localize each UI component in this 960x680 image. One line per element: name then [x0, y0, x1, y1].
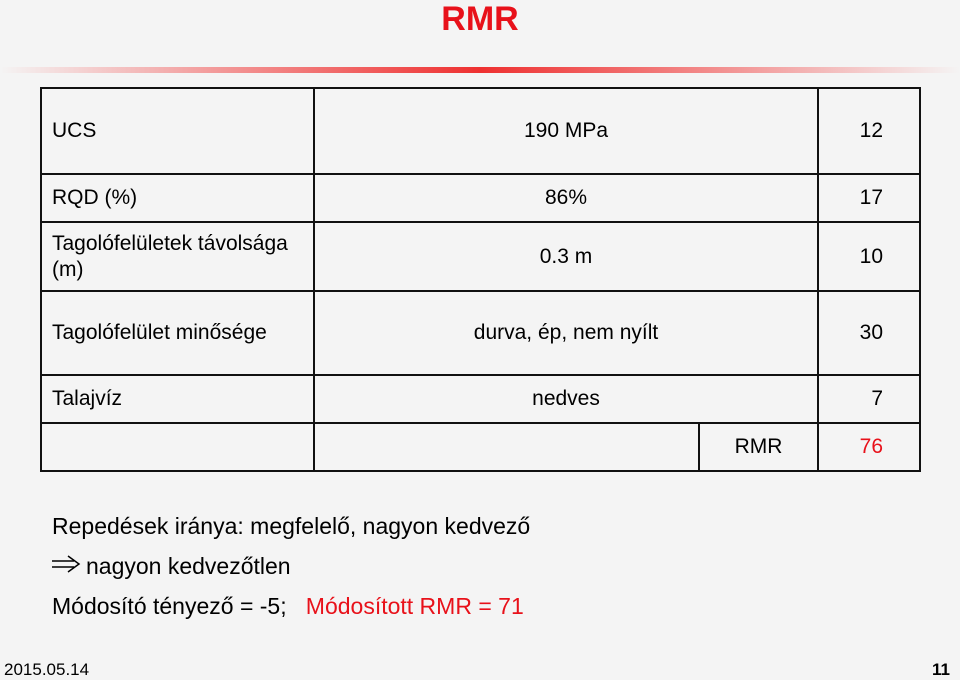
param-cell: UCS — [41, 88, 314, 174]
value-cell: 0.3 m — [314, 222, 818, 291]
score-cell: 17 — [818, 174, 920, 222]
total-value-cell: 76 — [818, 423, 920, 471]
note-line-result — [52, 546, 530, 586]
adjustment-factor: Módosító tényező = -5; — [52, 593, 287, 619]
value-cell: 190 MPa — [314, 88, 818, 174]
note-line-orientation: Repedések iránya: megfelelő, nagyon kedvező — [52, 513, 531, 539]
value-cell: durva, ép, nem nyílt — [314, 291, 818, 375]
score-cell: 7 — [818, 375, 920, 423]
param-cell: Tagolófelület minősége — [41, 291, 314, 375]
param-cell: Talajvíz — [41, 375, 314, 423]
footer-date: 2015.05.14 — [4, 660, 90, 679]
note-line-result-text: nagyon kedvezőtlen — [86, 553, 291, 579]
title-divider — [0, 67, 960, 73]
value-cell: 86% — [314, 174, 818, 222]
table-row — [41, 222, 920, 291]
score-cell: 12 — [818, 88, 920, 174]
score-cell: 30 — [818, 291, 920, 375]
param-cell: RQD (%) — [41, 174, 314, 222]
page-title: RMR — [441, 0, 519, 38]
param-cell: Tagolófelületek távolsága (m) — [41, 222, 314, 291]
implies-arrow-icon — [52, 546, 82, 586]
notes-block — [52, 506, 530, 626]
table-row — [41, 375, 920, 423]
table-row-total — [41, 423, 920, 471]
empty-cell — [314, 423, 699, 471]
score-cell: 10 — [818, 222, 920, 291]
rmr-table — [40, 87, 921, 472]
note-line-adjustment — [52, 586, 530, 626]
adjusted-rmr: Módosított RMR = 71 — [305, 593, 524, 619]
page-number: 11 — [932, 660, 950, 679]
table-row — [41, 174, 920, 222]
empty-cell — [41, 423, 314, 471]
table-row — [41, 291, 920, 375]
value-cell: nedves — [314, 375, 818, 423]
total-label-cell: RMR — [699, 423, 818, 471]
table-row — [41, 88, 920, 174]
